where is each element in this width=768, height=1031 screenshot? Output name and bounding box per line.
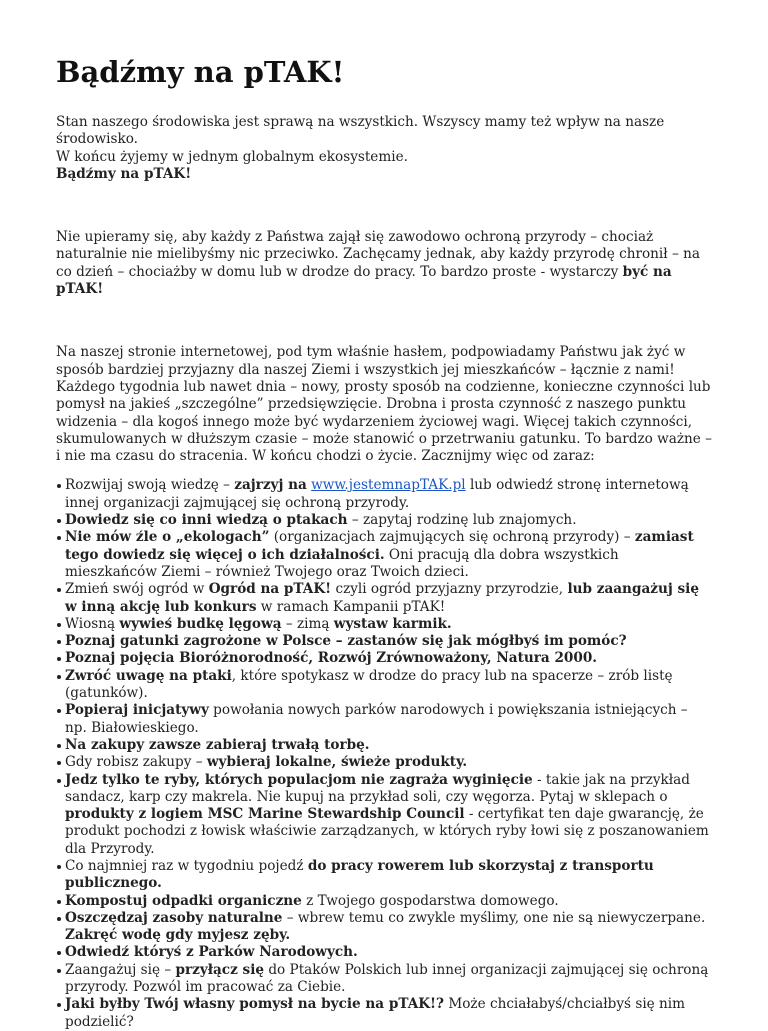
item-text: - certyfikat ten daje gwarancję, że produkt pochodzi z łowisk właściwie zarządzanych, w których ryby łowi się z poszanowaniem dla Przyrody. <box>65 806 709 857</box>
item-text: w ramach Kampanii pTAK! <box>256 598 446 615</box>
item-bold: Dowiedz się co inni wiedzą o ptakach <box>65 512 348 529</box>
intro-slogan: Bądźmy na pTAK! <box>56 165 192 182</box>
paragraph-2 <box>56 229 712 298</box>
item-bold: wywieś budkę lęgową <box>119 615 282 632</box>
list-item <box>65 477 712 512</box>
item-text: , które spotykasz w drodze do pracy lub na spacerze – zrób listę (gatunków). <box>65 667 673 702</box>
item-bold: Zwróć uwagę na ptaki <box>65 667 232 684</box>
item-bold: Poznaj pojęcia Bioróżnorodność, Rozwój Zrównoważony, Natura 2000. <box>65 650 598 667</box>
item-bold: Nie mów źle o „ekologach” <box>65 529 270 546</box>
list-item <box>65 893 712 910</box>
item-text: Zmień swój ogród w <box>65 581 209 598</box>
item-bold: wystaw karmik. <box>333 615 452 632</box>
intro-line-2: W końcu żyjemy w jednym globalnym ekosystemie. <box>56 148 408 165</box>
item-bold: Zakręć wodę gdy myjesz zęby. <box>65 927 291 944</box>
item-bold: produkty z logiem MSC Marine Stewardship Council <box>65 806 465 823</box>
list-item <box>65 512 712 529</box>
item-text: - takie jak na przykład sandacz, karp czy makrela. Nie kupuj na przykład soli, czy węgorza. Pytaj w sklepach o <box>65 771 690 805</box>
list-item <box>65 910 712 945</box>
item-bold: Na zakupy zawsze zabieraj trwałą torbę. <box>65 736 370 753</box>
paragraph-3: Na naszej stronie internetowej, pod tym właśnie hasłem, podpowiadamy Państwu jak żyć w sposób bardziej przyjazny dla naszej Ziemi i wszystkich jej mieszkańców – łącznie z nami! Każdego tygodnia lub nawet dnia – nowy, prosty sposób na codzienne, konieczne czynności lub pomysł na jakieś „szczególne” przedsięwzięcie. Drobna i prosta czynność z naszego punktu widzenia – dla kogoś innego może być wydarzeniem życiowej wagi. Więcej takich czynności, skumulowanych w dłuższym czasie – może stanowić o przetrwaniu gatunku. To bardzo ważne – i nie ma czasu do stracenia. W końcu chodzi o życie. Zacznijmy więc od zaraz: <box>56 344 712 465</box>
paragraph-2-bold: być na pTAK! <box>56 263 672 298</box>
list-item <box>65 616 712 633</box>
item-bold: Jaki byłby Twój własny pomysł na bycie na pTAK!? <box>65 996 444 1013</box>
paragraph-2-text: Nie upieramy się, aby każdy z Państwa zajął się zawodowo ochroną przyrody – chociaż naturalnie nie mielibyśmy nic przeciwko. Zachęcamy jednak, aby każdy przyrodę chronił – na co dzień – chociażby w domu lub w drodze do pracy. To bardzo proste - wystarczy <box>56 229 700 280</box>
spacer <box>56 298 712 344</box>
item-text: powołania nowych parków narodowych i powiększania istniejących – np. Białowieskiego. <box>65 702 688 736</box>
list-item <box>65 668 712 703</box>
item-text: – zapytaj rodzinę lub znajomych. <box>347 512 577 529</box>
item-bold: Ogród na pTAK! <box>208 581 332 598</box>
item-text: Wiosną <box>65 615 120 632</box>
item-bold: Poznaj gatunki zagrożone w Polsce – zastanów się jak mógłbyś im pomóc? <box>65 633 627 650</box>
list-item <box>65 858 712 893</box>
website-link[interactable]: www.jestemnapTAK.pl <box>311 477 466 494</box>
item-text: Rozwijaj swoją wiedzę – <box>65 477 235 494</box>
spacer <box>56 465 712 477</box>
page-title: Bądźmy na pTAK! <box>56 55 345 89</box>
item-text: Zaangażuj się – <box>65 961 176 978</box>
tips-list <box>56 477 712 1031</box>
item-text: Co najmniej raz w tygodniu pojedź <box>65 857 308 874</box>
list-item <box>65 944 712 961</box>
item-text: – wbrew temu co zwykle myślimy, one nie są niewyczerpane. <box>282 909 706 926</box>
item-bold: zajrzyj na <box>234 477 307 494</box>
list-item <box>65 529 712 581</box>
item-bold: lub zaangażuj się w inną akcję lub konkurs <box>65 581 699 615</box>
list-item <box>65 996 712 1031</box>
list-item <box>65 581 712 616</box>
item-text: czyli ogród przyjazny przyrodzie, <box>331 581 568 598</box>
item-text: Może chciałabyś/chciałbyś się nim podzielić? <box>65 996 686 1030</box>
list-item <box>65 650 712 667</box>
item-text: z Twojego gospodarstwa domowego. <box>301 892 559 909</box>
list-item <box>65 962 712 997</box>
item-bold: do pracy rowerem lub skorzystaj z transportu publicznego. <box>65 857 654 892</box>
item-bold: zamiast tego dowiedz się więcej o ich działalności. <box>65 529 694 563</box>
item-text: Gdy robisz zakupy – <box>65 754 207 771</box>
item-bold: wybieraj lokalne, świeże produkty. <box>206 754 468 771</box>
item-bold: Popieraj inicjatywy <box>65 702 209 719</box>
item-text: Oni pracują dla dobra wszystkich mieszkańców Ziemi – również Twojego oraz Twoich dzieci. <box>65 546 619 580</box>
list-item <box>65 702 712 737</box>
item-bold: przyłącz się <box>175 961 265 978</box>
item-bold: Odwiedź któryś z Parków Narodowych. <box>65 944 358 961</box>
item-bold: Oszczędzaj zasoby naturalne <box>65 909 283 926</box>
intro-line-1: Stan naszego środowiska jest sprawą na wszystkich. Wszyscy mamy też wpływ na nasze środowisko. <box>56 114 665 148</box>
item-text: lub odwiedź stronę internetową innej organizacji zajmującej się ochroną przyrody. <box>65 477 689 511</box>
item-bold: Jedz tylko te ryby, których populacjom nie zagraża wyginięcie <box>65 771 533 788</box>
item-text: – zimą <box>281 615 334 632</box>
list-item <box>65 737 712 754</box>
item-text: do Ptaków Polskich lub innej organizacji zajmującej się ochroną przyrody. Pozwól im pracować za Ciebie. <box>65 961 709 996</box>
list-item <box>65 754 712 771</box>
list-item <box>65 633 712 650</box>
list-item <box>65 772 712 858</box>
item-bold: Kompostuj odpadki organiczne <box>65 892 302 909</box>
spacer <box>56 183 712 229</box>
item-text: (organizacjach zajmujących się ochroną przyrody) – <box>269 529 635 546</box>
intro-paragraph <box>56 114 712 183</box>
